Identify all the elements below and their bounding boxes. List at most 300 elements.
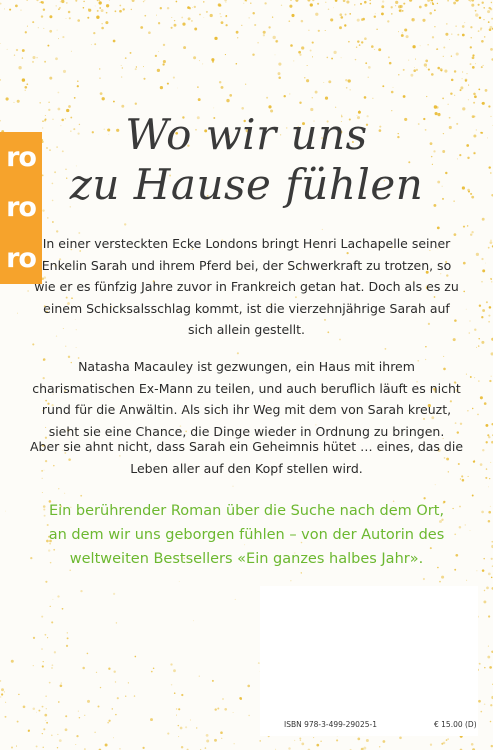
speckle	[244, 0, 245, 1]
speckle	[194, 6, 196, 8]
speckle	[430, 744, 432, 746]
speckle	[173, 77, 175, 79]
speckle	[470, 530, 471, 531]
speckle	[482, 269, 485, 272]
speckle	[424, 4, 427, 7]
speckle	[113, 737, 114, 738]
speckle	[183, 46, 186, 49]
speckle	[33, 665, 34, 666]
speckle	[424, 63, 427, 66]
speckle	[99, 68, 100, 69]
speckle	[350, 89, 351, 90]
speckle	[91, 44, 92, 45]
speckle	[160, 7, 162, 9]
speckle	[486, 301, 488, 303]
speckle	[364, 37, 367, 40]
speckle	[428, 44, 429, 45]
speckle	[362, 18, 365, 21]
speckle	[299, 54, 301, 56]
speckle	[143, 66, 144, 67]
speckle	[199, 14, 201, 16]
speckle	[454, 95, 455, 96]
speckle	[318, 30, 320, 32]
speckle	[17, 100, 20, 103]
speckle	[299, 738, 301, 740]
speckle	[375, 13, 376, 14]
speckle	[473, 93, 476, 96]
speckle	[462, 71, 463, 72]
speckle	[171, 17, 172, 18]
speckle	[76, 347, 77, 348]
speckle	[263, 34, 265, 36]
speckle	[176, 715, 177, 716]
speckle	[5, 702, 6, 703]
speckle	[17, 313, 18, 314]
speckle	[190, 719, 191, 720]
speckle	[406, 35, 409, 38]
speckle	[11, 747, 13, 749]
speckle	[75, 0, 77, 2]
speckle	[467, 410, 469, 412]
speckle	[122, 67, 123, 68]
speckle	[471, 0, 474, 2]
speckle	[0, 79, 1, 81]
speckle	[474, 95, 477, 98]
speckle	[471, 37, 472, 38]
speckle	[248, 715, 249, 716]
speckle	[243, 3, 244, 4]
speckle	[49, 30, 52, 33]
speckle	[199, 676, 200, 677]
speckle	[181, 694, 183, 696]
speckle	[491, 577, 493, 579]
speckle	[113, 40, 116, 43]
speckle	[440, 68, 443, 71]
speckle	[36, 57, 38, 59]
speckle	[300, 740, 301, 741]
speckle	[457, 34, 459, 36]
speckle	[312, 0, 314, 1]
speckle	[471, 743, 474, 746]
speckle	[176, 1, 178, 3]
speckle	[335, 0, 338, 2]
speckle	[488, 487, 489, 488]
speckle	[412, 45, 415, 48]
speckle	[437, 227, 440, 230]
speckle	[299, 101, 301, 103]
speckle	[490, 704, 492, 706]
speckle	[236, 63, 238, 64]
speckle	[449, 39, 450, 40]
speckle	[42, 733, 43, 734]
speckle	[33, 637, 35, 639]
speckle	[148, 31, 151, 34]
speckle	[434, 9, 436, 11]
speckle	[471, 231, 473, 233]
speckle	[16, 49, 18, 51]
speckle	[483, 600, 486, 603]
speckle	[428, 69, 430, 71]
speckle	[288, 747, 291, 750]
speckle	[117, 697, 119, 699]
speckle	[42, 665, 44, 667]
speckle	[143, 78, 145, 80]
speckle	[374, 49, 375, 50]
speckle	[447, 0, 449, 2]
speckle	[275, 40, 278, 43]
speckle	[488, 511, 491, 514]
speckle	[32, 56, 35, 59]
speckle	[290, 44, 293, 47]
speckle	[93, 32, 95, 34]
speckle	[383, 740, 386, 743]
speckle	[312, 56, 313, 57]
speckle	[268, 105, 271, 108]
speckle	[484, 704, 486, 706]
speckle	[288, 20, 290, 22]
speckle	[315, 13, 318, 16]
speckle	[264, 2, 266, 4]
speckle	[247, 685, 250, 688]
speckle	[484, 36, 486, 38]
blurb-paragraph-1: In einer versteckten Ecke Londons bringt Henri Lachapelle seiner Enkelin Sarah und ihrem Pferd bei, der Schwerkraft zu trotzen, so wie er es fünfzig Jahre zuvor in Frankreich getan hat. Doch als es zu einem Schicksalsschlag kommt, ist die vierzehnjährige Sarah auf sich allein gestellt.	[34, 236, 459, 337]
speckle	[403, 3, 405, 5]
speckle	[178, 708, 180, 710]
speckle	[478, 700, 481, 703]
tagline-line-2: an dem wir uns geborgen fühlen – von der Autorin des	[48, 527, 445, 543]
speckle	[482, 2, 484, 4]
speckle	[425, 60, 428, 63]
speckle	[281, 5, 282, 6]
speckle	[432, 36, 434, 38]
speckle	[490, 241, 493, 244]
speckle	[210, 14, 213, 17]
speckle	[94, 732, 95, 733]
speckle	[478, 30, 480, 32]
speckle	[79, 717, 80, 718]
speckle	[450, 92, 452, 94]
speckle	[419, 6, 422, 9]
speckle	[97, 10, 99, 12]
speckle	[301, 46, 304, 49]
speckle	[488, 520, 491, 523]
speckle	[488, 646, 489, 647]
speckle	[11, 660, 14, 663]
speckle	[339, 26, 342, 29]
speckle	[415, 59, 416, 60]
speckle	[474, 377, 475, 378]
speckle	[487, 10, 490, 13]
speckle	[355, 59, 356, 60]
speckle	[219, 81, 221, 83]
tagline-line-3: weltweiten Bestsellers «Ein ganzes halbes Jahr».	[69, 551, 424, 567]
speckle	[102, 97, 105, 100]
speckle	[121, 76, 123, 78]
speckle	[462, 34, 465, 37]
speckle	[481, 66, 483, 68]
speckle	[196, 727, 197, 728]
speckle	[422, 19, 425, 22]
speckle	[105, 21, 108, 24]
speckle	[24, 86, 27, 89]
speckle	[108, 720, 110, 722]
speckle	[0, 3, 2, 5]
speckle	[134, 695, 135, 696]
speckle	[488, 7, 490, 9]
speckle	[382, 85, 384, 87]
speckle	[473, 102, 475, 104]
speckle	[455, 25, 456, 26]
speckle	[60, 684, 63, 687]
speckle	[325, 97, 328, 100]
speckle	[0, 697, 1, 698]
speckle	[488, 573, 491, 576]
speckle	[101, 9, 104, 12]
speckle	[174, 24, 177, 27]
speckle	[439, 581, 441, 583]
speckle	[61, 683, 62, 684]
speckle	[365, 62, 367, 64]
speckle	[393, 87, 394, 88]
speckle	[326, 57, 328, 59]
speckle	[32, 343, 34, 345]
speckle	[84, 715, 85, 716]
speckle	[451, 34, 452, 35]
speckle	[472, 408, 473, 409]
speckle	[443, 47, 445, 49]
speckle	[301, 572, 302, 573]
speckle	[391, 13, 393, 15]
speckle	[389, 62, 392, 65]
speckle	[59, 739, 62, 742]
speckle	[341, 57, 342, 58]
speckle	[344, 24, 346, 26]
speckle	[115, 10, 117, 12]
speckle	[464, 22, 465, 23]
speckle	[482, 103, 483, 104]
speckle	[310, 3, 313, 6]
speckle	[167, 733, 169, 735]
speckle	[212, 680, 214, 682]
speckle	[5, 716, 7, 718]
speckle	[482, 309, 485, 312]
speckle	[477, 414, 479, 416]
speckle	[225, 54, 226, 55]
speckle	[304, 77, 305, 78]
speckle	[478, 381, 479, 382]
speckle	[47, 637, 48, 638]
speckle	[197, 86, 199, 88]
speckle	[466, 374, 467, 375]
speckle	[51, 735, 53, 737]
speckle	[131, 9, 132, 10]
speckle	[441, 743, 443, 745]
speckle	[83, 1, 85, 3]
speckle	[476, 253, 479, 256]
speckle	[479, 17, 481, 19]
speckle	[490, 721, 492, 723]
speckle	[481, 258, 483, 260]
speckle	[55, 57, 58, 60]
speckle	[308, 30, 309, 31]
blurb-paragraph-2: Natasha Macauley ist gezwungen, ein Haus mit ihrem charismatischen Ex-Mann zu teilen, und auch beruflich läuft es nicht rund für die Anwältin. Als sich ihr Weg mit dem von Sarah kreuzt, sieht sie eine Chance, die Dinge wieder in Ordnung zu bringen.	[32, 359, 461, 439]
speckle	[62, 36, 64, 38]
speckle	[45, 696, 46, 697]
speckle	[268, 26, 270, 28]
speckle	[107, 722, 109, 724]
speckle	[490, 239, 492, 241]
barcode-area	[260, 586, 478, 736]
speckle	[454, 70, 456, 72]
speckle	[259, 740, 261, 742]
speckle	[122, 8, 124, 10]
speckle	[158, 51, 159, 52]
speckle	[491, 2, 492, 3]
speckle	[119, 10, 122, 13]
speckle	[185, 726, 187, 728]
speckle	[115, 714, 116, 715]
speckle	[232, 486, 233, 487]
speckle	[466, 309, 467, 310]
speckle	[488, 315, 490, 317]
speckle	[333, 7, 334, 8]
speckle	[486, 587, 489, 590]
speckle	[205, 747, 207, 749]
speckle	[379, 746, 381, 748]
speckle	[388, 56, 390, 58]
speckle	[41, 1, 43, 3]
speckle	[486, 468, 487, 469]
speckle	[14, 55, 15, 56]
speckle	[245, 0, 247, 2]
speckle	[481, 40, 484, 43]
speckle	[128, 682, 129, 683]
speckle	[13, 102, 14, 103]
speckle	[325, 30, 326, 31]
speckle	[42, 209, 44, 211]
speckle	[403, 69, 405, 71]
speckle	[359, 44, 361, 46]
speckle	[413, 69, 416, 72]
speckle	[487, 656, 490, 659]
speckle	[483, 19, 484, 20]
speckle	[354, 4, 355, 5]
speckle	[490, 48, 493, 51]
speckle	[217, 707, 219, 709]
speckle	[105, 744, 108, 747]
speckle	[485, 424, 488, 427]
speckle	[283, 95, 285, 97]
speckle	[475, 63, 476, 64]
speckle	[489, 28, 492, 31]
speckle	[480, 711, 482, 713]
speckle	[136, 66, 137, 67]
speckle	[453, 2, 456, 5]
speckle	[124, 223, 126, 225]
speckle	[142, 747, 144, 749]
speckle	[187, 6, 190, 9]
speckle	[481, 511, 484, 514]
speckle	[490, 506, 491, 507]
speckle	[360, 3, 362, 5]
speckle	[41, 15, 43, 17]
speckle	[221, 21, 224, 24]
speckle	[257, 42, 259, 44]
speckle	[32, 21, 34, 23]
speckle	[241, 25, 242, 26]
speckle	[436, 49, 437, 50]
speckle	[4, 691, 5, 692]
speckle	[278, 72, 281, 75]
speckle	[174, 692, 176, 694]
speckle	[479, 663, 480, 664]
speckle	[482, 569, 485, 572]
speckle	[1, 693, 3, 695]
speckle	[0, 680, 1, 682]
speckle	[333, 51, 336, 54]
speckle	[144, 15, 146, 17]
speckle	[64, 493, 65, 494]
speckle	[206, 740, 209, 743]
speckle	[371, 45, 374, 48]
speckle	[68, 105, 71, 108]
speckle	[57, 734, 58, 735]
speckle	[51, 667, 52, 668]
speckle	[23, 705, 26, 708]
speckle	[67, 632, 68, 633]
speckle	[336, 739, 338, 741]
speckle	[488, 21, 490, 23]
speckle	[369, 0, 371, 1]
speckle	[116, 622, 117, 623]
speckle	[47, 45, 49, 47]
speckle	[484, 590, 485, 591]
speckle	[206, 734, 209, 737]
speckle	[312, 97, 313, 98]
speckle	[95, 5, 96, 6]
speckle	[179, 581, 180, 582]
speckle	[328, 9, 330, 11]
speckle	[1, 688, 4, 691]
speckle	[18, 66, 21, 69]
speckle	[482, 218, 485, 221]
speckle	[470, 1, 471, 2]
speckle	[174, 20, 175, 21]
speckle	[491, 558, 493, 560]
speckle	[180, 727, 183, 730]
speckle	[340, 16, 343, 19]
speckle	[75, 744, 76, 745]
speckle	[328, 80, 331, 83]
speckle	[5, 511, 6, 512]
speckle	[109, 0, 110, 1]
speckle	[15, 5, 18, 8]
speckle	[71, 51, 72, 52]
speckle	[60, 1, 61, 2]
blurb-paragraph-3: Aber sie ahnt nicht, dass Sarah ein Geheimnis hütet … eines, das die Leben aller auf den Kopf stellen wird.	[30, 439, 464, 476]
speckle	[233, 712, 234, 713]
speckle	[278, 63, 281, 66]
speckle	[211, 58, 214, 61]
speckle	[57, 595, 59, 597]
speckle	[414, 67, 415, 68]
speckle	[57, 30, 58, 31]
speckle	[221, 738, 222, 739]
speckle	[54, 651, 56, 653]
speckle	[65, 346, 66, 347]
speckle	[348, 41, 350, 43]
speckle	[472, 495, 474, 497]
